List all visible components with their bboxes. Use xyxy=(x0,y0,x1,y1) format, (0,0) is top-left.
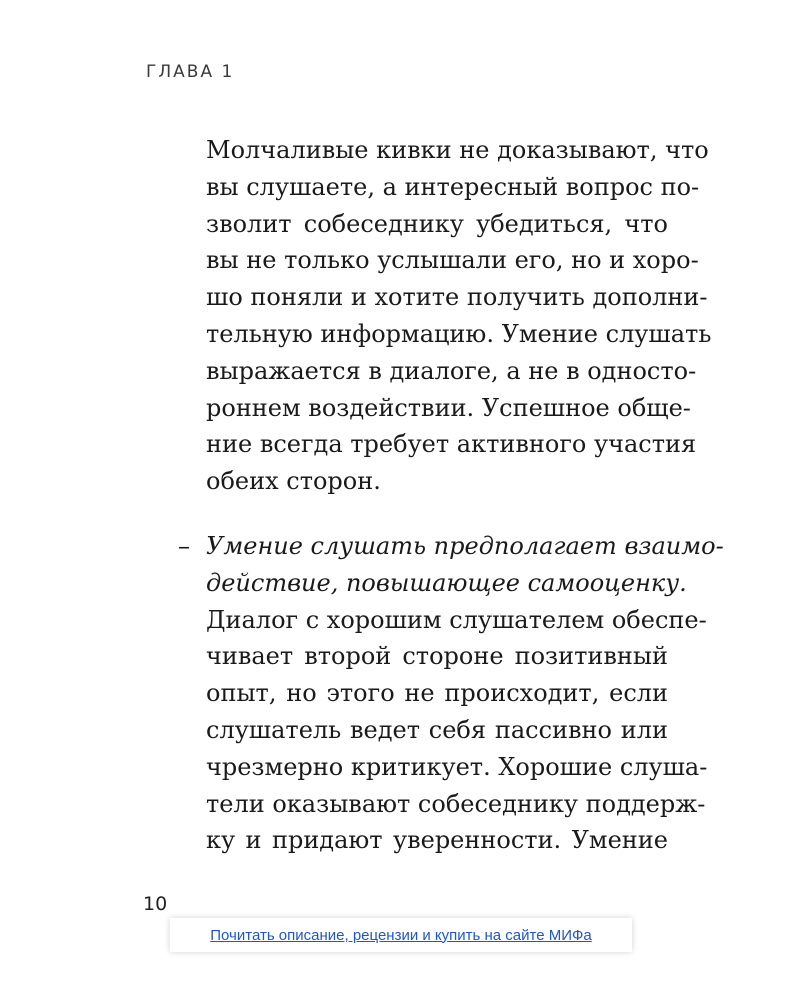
text-line: Диалог с хорошим слушателем обеспе- xyxy=(206,605,707,634)
text-line: Молчаливые кивки не доказывают, что xyxy=(206,136,709,164)
text-line: ку и придают уверенности. Умение xyxy=(206,826,668,855)
text-line: чивает второй стороне позитивный xyxy=(206,642,668,671)
promo-banner xyxy=(170,918,632,952)
text-line: вы не только услышали его, но и хоро- xyxy=(206,246,699,275)
text-line: ние всегда требует активного участия xyxy=(206,430,697,459)
chapter-heading: ГЛАВА 1 xyxy=(146,62,235,82)
text-line: зволит собеседнику убедиться, что xyxy=(206,209,668,238)
italic-text-line: действие, повышающее самооценку. xyxy=(206,568,687,597)
text-line: обеих сторон. xyxy=(206,467,381,496)
promo-link[interactable]: Почитать описание, рецензии и купить на сайте МИФа xyxy=(210,926,592,944)
text-line: шо поняли и хотите получить дополни- xyxy=(206,283,708,312)
italic-text-line: Умение слушать предполагает взаимо- xyxy=(206,532,724,560)
text-line: роннем воздействии. Успешное обще- xyxy=(206,393,691,422)
text-line: опыт, но этого не происходит, если xyxy=(206,679,668,708)
paragraph-2 xyxy=(206,528,724,859)
text-line: тели оказывают собеседнику поддерж- xyxy=(206,789,706,818)
text-line: выражается в диалоге, а не в односто- xyxy=(206,356,697,385)
text-line: тельную информацию. Умение слушать xyxy=(206,319,712,348)
text-line: слушатель ведет себя пассивно или xyxy=(206,715,668,744)
page-number: 10 xyxy=(143,893,168,915)
text-line: чрезмерно критикует. Хорошие слуша- xyxy=(206,752,708,781)
list-dash: – xyxy=(178,532,190,560)
paragraph-1 xyxy=(206,132,712,500)
text-line: вы слушаете, а интересный вопрос по- xyxy=(206,172,700,201)
